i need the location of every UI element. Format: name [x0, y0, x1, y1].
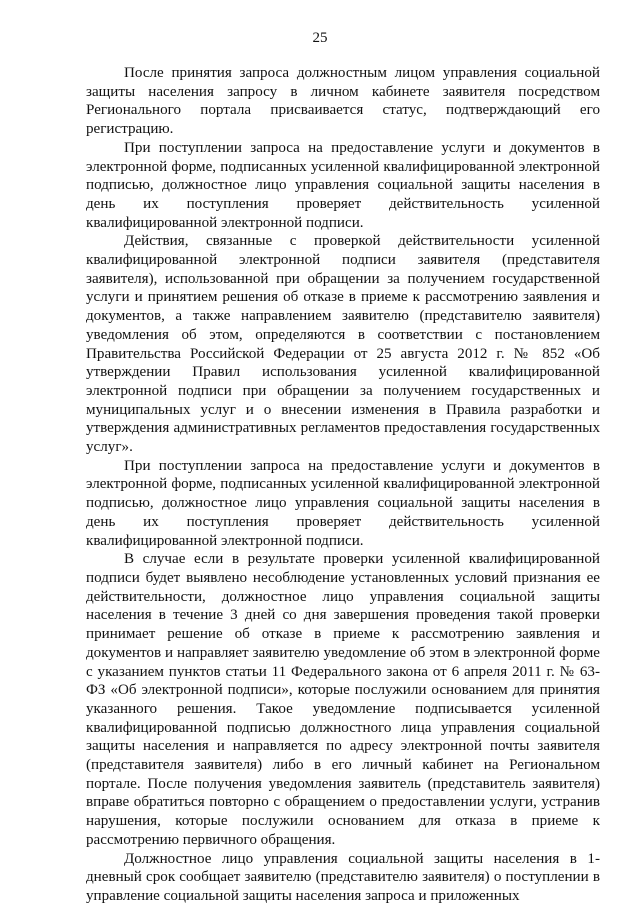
paragraph-signature-check-repeat: При поступлении запроса на предоставление услуги и документов в электронной форме, подписанных усиленной квалифицированной электронной подписью, должностное лицо управления социальной защиты населения в день их поступления проверяет действительность усиленной квалифицированной электронной подписи. — [86, 457, 600, 549]
paragraph-notification: Должностное лицо управления социальной защиты населения в 1-дневный срок сообщает заявителю (представителю заявителя) о поступлении в управление социальной защиты населения запроса и приложенных — [86, 850, 600, 904]
paragraph-signature-check: При поступлении запроса на предоставление услуги и документов в электронной форме, подписанных усиленной квалифицированной электронной подписью, должностное лицо управления социальной защиты населения в день их поступления проверяет действительность усиленной квалифицированной электронной подписи. — [86, 139, 600, 231]
page-number: 25 — [312, 30, 328, 46]
document-body — [86, 64, 600, 906]
paragraph-request-registration: После принятия запроса должностным лицом управления социальной защиты населения запросу в личном кабинете заявителя посредством Регионального портала присваивается статус, подтверждающий его регистрацию. — [86, 65, 600, 138]
paragraph-refusal-case: В случае если в результате проверки усиленной квалифицированной подписи будет выявлено несоблюдение установленных условий признания ее действительности, должностное лицо управления социальной защиты населения в течение 3 дней со дня завершения проведения такой проверки принимает решение об отказе в приеме к рассмотрению заявления и документов и направляет заявителю уведомление об этом в электронной форме с указанием пунктов статьи 11 Федерального закона от 6 апреля 2011 г. № 63-ФЗ «Об электронной подписи», которые послужили основанием для принятия указанного решения. Такое уведомление подписывается усиленной квалифицированной подписью должностного лица управления социальной защиты населения и направляется по адресу электронной почты заявителя (представителя заявителя) либо в его личный кабинет на Региональном портале. После получения уведомления заявитель (представитель заявителя) вправе обратиться повторно с обращением о предоставлении услуги, устранив нарушения, которые послужили основанием для отказа в приеме к рассмотрению первичного обращения. — [86, 551, 600, 848]
paragraph-signature-actions: Действия, связанные с проверкой действительности усиленной квалифицированной электронной подписи заявителя (представителя заявителя), использованной при обращении за получением государственной услуги и принятием решения об отказе в приеме к рассмотрению заявления и документов, а также направлением заявителю (представителю заявителя) уведомления об этом, определяются в соответствии с постановлением Правительства Российской Федерации от 25 августа 2012 г. № 852 «Об утверждении Правил использования усиленной квалифицированной электронной подписи при обращении за получением государственных и муниципальных услуг и о внесении изменения в Правила разработки и утверждения административных регламентов предоставления государственных услуг». — [86, 233, 600, 456]
